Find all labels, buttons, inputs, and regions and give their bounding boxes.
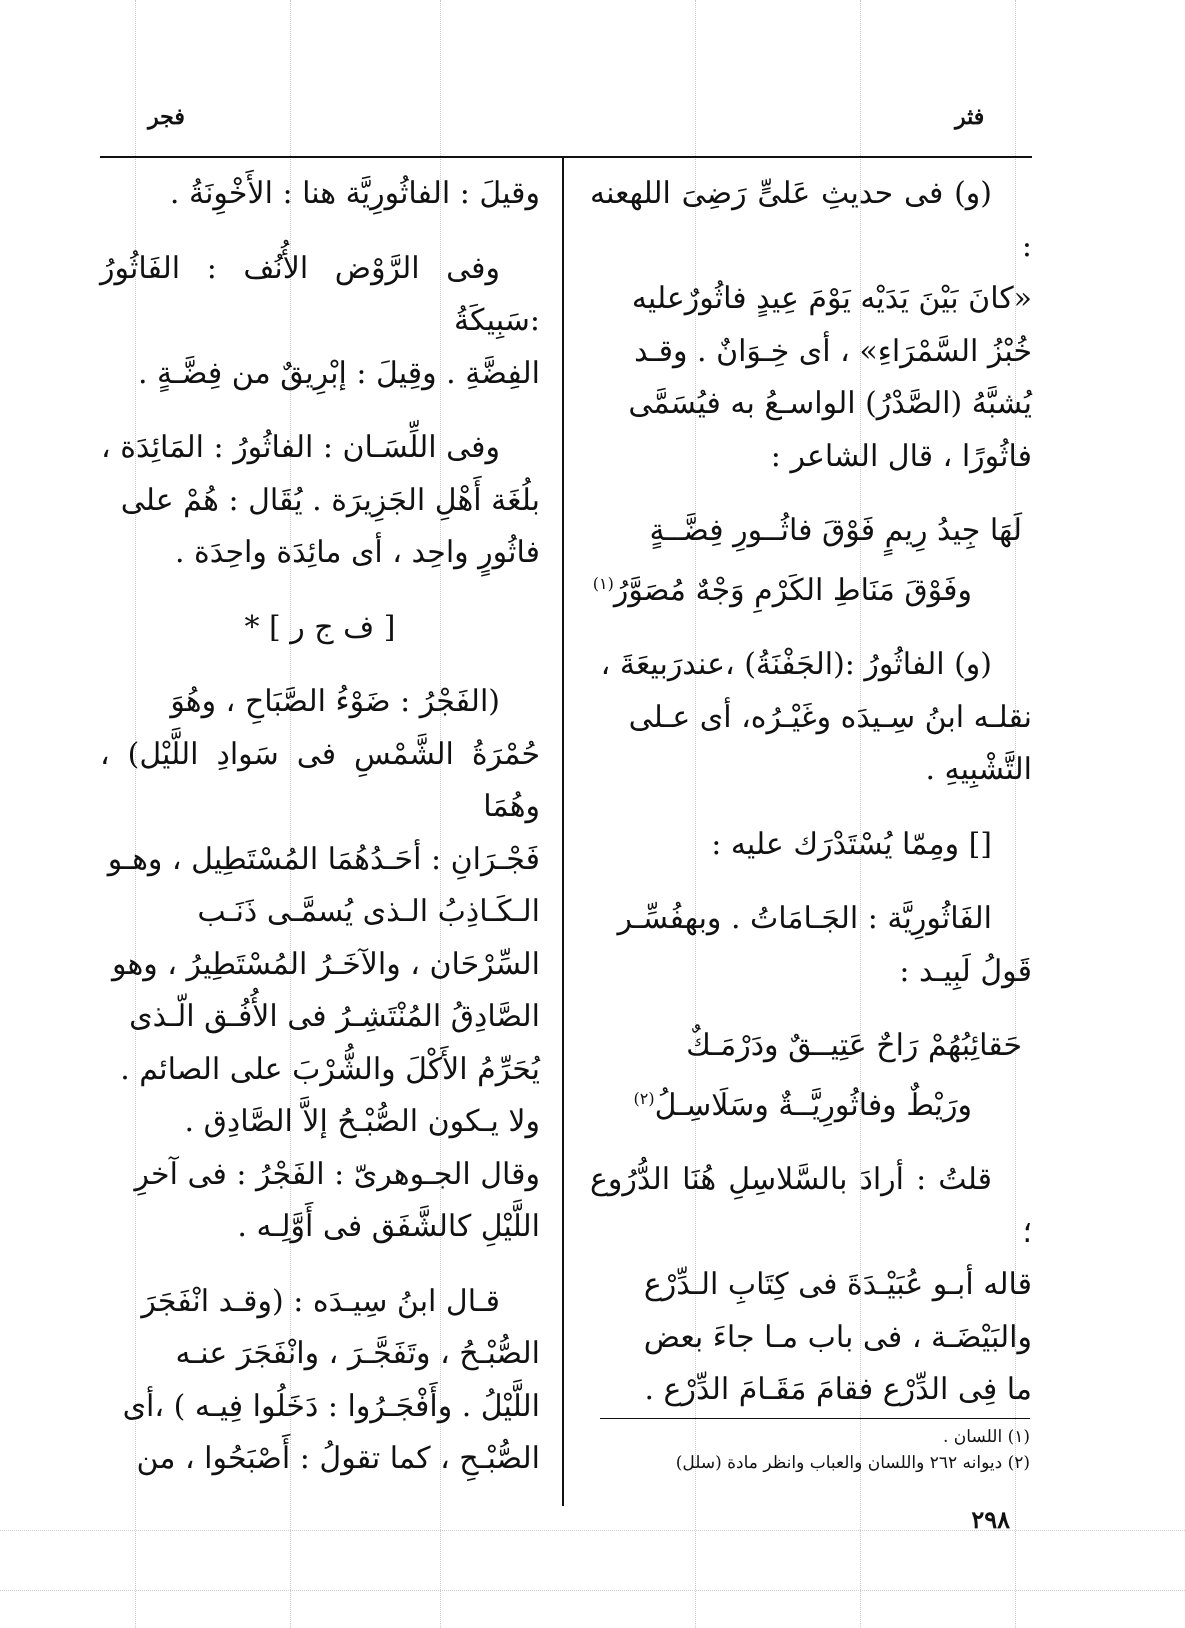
paragraph-line: خُبْزُ السَّمْرَاءِ» ، أى خِـوَانٌ . وقـد xyxy=(634,333,1032,369)
paragraph-line: بلُغَة أَهْلِ الجَزِيرَة . يُقَال : هُمْ على xyxy=(120,482,540,518)
footnote: (٢) ديوانه ٢٦٢ واللسان والعباب وانظر مادة (سلل) xyxy=(675,1453,1030,1473)
paragraph-line: قَولُ لَبِيـد : xyxy=(899,953,1032,989)
footnote-mark: (٢) xyxy=(633,1088,655,1108)
header-left-word: فجر xyxy=(148,104,185,130)
scan-guide-line xyxy=(0,1590,1185,1591)
header-right-word: فثر xyxy=(955,104,985,130)
verse-line: لَهَا جِيدُ رِيمٍ فَوْقَ فاثُــورِ فِضَّــةٍ xyxy=(649,513,1022,548)
footnote-mark: (١) xyxy=(592,573,614,593)
paragraph-line: الصَّادِقُ المُنْتَشِـرُ فى الأُفُـق الّـذى xyxy=(129,999,540,1034)
verse-line: حَقائِبُهُمْ رَاحٌ عَتِيــقٌ ودَرْمَـكٌ xyxy=(686,1028,1022,1063)
footnotes xyxy=(590,1424,1030,1476)
paragraph-line: يُشبَّهُ (الصَّدْرُ) الواسـعُ به فيُسَمَّى xyxy=(628,386,1032,421)
paragraph-line: اللَّيْلُ . وأَفْجَـرُوا : دَخَلُوا فِيـه ) ،أى xyxy=(122,1388,540,1424)
paragraph-line: الـكَـاذِبُ الـذى يُسمَّـى ذَنَـب xyxy=(197,894,540,929)
paragraph-line: وفى اللِّسَـان : الفاثُورُ : المَائِدَة ، xyxy=(101,430,500,465)
footnote: (١) اللسان . xyxy=(943,1427,1030,1447)
paragraph-line: نقلـه ابنُ سِـيدَه وغَيْـرُه، أى عـلى xyxy=(628,699,1032,735)
paragraph-line: ولا يـكون الصُّبْـحُ إلاَّ الصَّادِق . xyxy=(184,1104,540,1139)
paragraph-line: الصُّبْـحُ ، وتَفَجَّـرَ ، وانْفَجَرَ عنـه xyxy=(175,1336,540,1371)
paragraph-line: قـال ابنُ سِيـدَه : (وقـد انْفَجَرَ xyxy=(141,1283,500,1319)
paragraph-line: وقال الجـوهرىّ : الفَجْرُ : فى آخرِ xyxy=(134,1156,540,1192)
paragraph-line: التَّشْبِيهِ . xyxy=(925,752,1032,787)
paragraph-line: [] ومِمّا يُسْتَدْرَك عليه : xyxy=(711,826,992,862)
paragraph-line: الفَاثُورِيَّة : الجَـامَاتُ . وبهفُسِّـر xyxy=(617,901,992,936)
paragraph-line: حُمْرَةُ الشَّمْسِ فى سَوادِ اللَّيْل) ، وهُمَا xyxy=(100,736,540,824)
column-divider xyxy=(562,156,564,1506)
footnote-rule xyxy=(600,1418,1030,1419)
verse-text: ورَيْطٌ وفاثُورِيَّــةٌ وسَلَاسِـلُ xyxy=(654,1087,972,1123)
paragraph-line: فاثُورًا ، قال الشاعر : xyxy=(770,438,1032,474)
paragraph-line: فاثُورٍ واحِد ، أى مائِدَة واحِدَة . xyxy=(174,535,540,570)
page-number: ٢٩٨ xyxy=(971,1505,1010,1534)
left-column xyxy=(100,168,540,1486)
paragraph-line: (و) الفاثُورُ :(الجَفْنَةُ) ،عندرَبيعَةَ ، xyxy=(600,647,992,682)
verse-text: وفَوْقَ مَنَاطِ الكَرْمِ وَجْهٌ مُصَوَّرُ xyxy=(613,572,972,608)
paragraph-line: يُحَرِّمُ الأَكْلَ والشُّرْبَ على الصائم . xyxy=(120,1051,540,1087)
verse-line xyxy=(590,558,1032,618)
paragraph-line: قاله أبـو عُبَيْـدَةَ فى كِتَابِ الـدِّرْع xyxy=(643,1267,1032,1302)
paragraph-line: (الفَجْرُ : ضَوْءُ الصَّبَاحِ ، وهُوَ xyxy=(170,684,500,719)
paragraph-line: الصُّبْـحِ ، كما تقولُ : أَصْبَحُوا ، من xyxy=(136,1441,540,1476)
paragraph-line: قلتُ : أرادَ بالسَّلاسِلِ هُنَا الدُّرُوع ؛ xyxy=(590,1162,1032,1250)
paragraph-line: اللَّيْلِ كالشَّفَق فى أَوَّلِـه . xyxy=(237,1209,540,1244)
verse-line xyxy=(590,1073,1032,1133)
right-column xyxy=(590,168,1032,1417)
paragraph-line: وفى الرَّوْض الأُنُف : الفَاثُورُ :سَبِيكَةُ xyxy=(100,250,540,338)
paragraph-line: فَجْـرَانِ : أحَـدُهُمَا المُسْتَطِيل ، وهـو xyxy=(107,841,540,877)
paragraph-line: الفِضَّةِ . وقِيلَ : إبْرِيقٌ من فِضَّـةٍ . xyxy=(137,355,540,391)
header-rule xyxy=(100,156,1032,158)
paragraph-line: وقيلَ : الفاثُورِيَّة هنا : الأَخْوِنَةُ . xyxy=(169,176,540,211)
entry-heading: [ ف ج ر ] * xyxy=(244,609,396,645)
paragraph-line: السِّرْحَان ، والآخَـرُ المُسْتَطِيرُ ، وهو xyxy=(111,946,540,982)
paragraph-line: ما فِى الدِّرْع فقامَ مَقَـامَ الدِّرْع . xyxy=(644,1372,1032,1407)
paragraph-line: والبَيْضَـة ، فى باب مـا جاءَ بعض xyxy=(643,1319,1032,1355)
paragraph-line: «كانَ بَيْنَ يَدَيْه يَوْمَ عِيدٍ فاثُورٌعليه xyxy=(631,281,1032,316)
paragraph-line: (و) فى حديثِ عَلىٍّ رَضِىَ اللهعنه : xyxy=(590,176,1032,264)
